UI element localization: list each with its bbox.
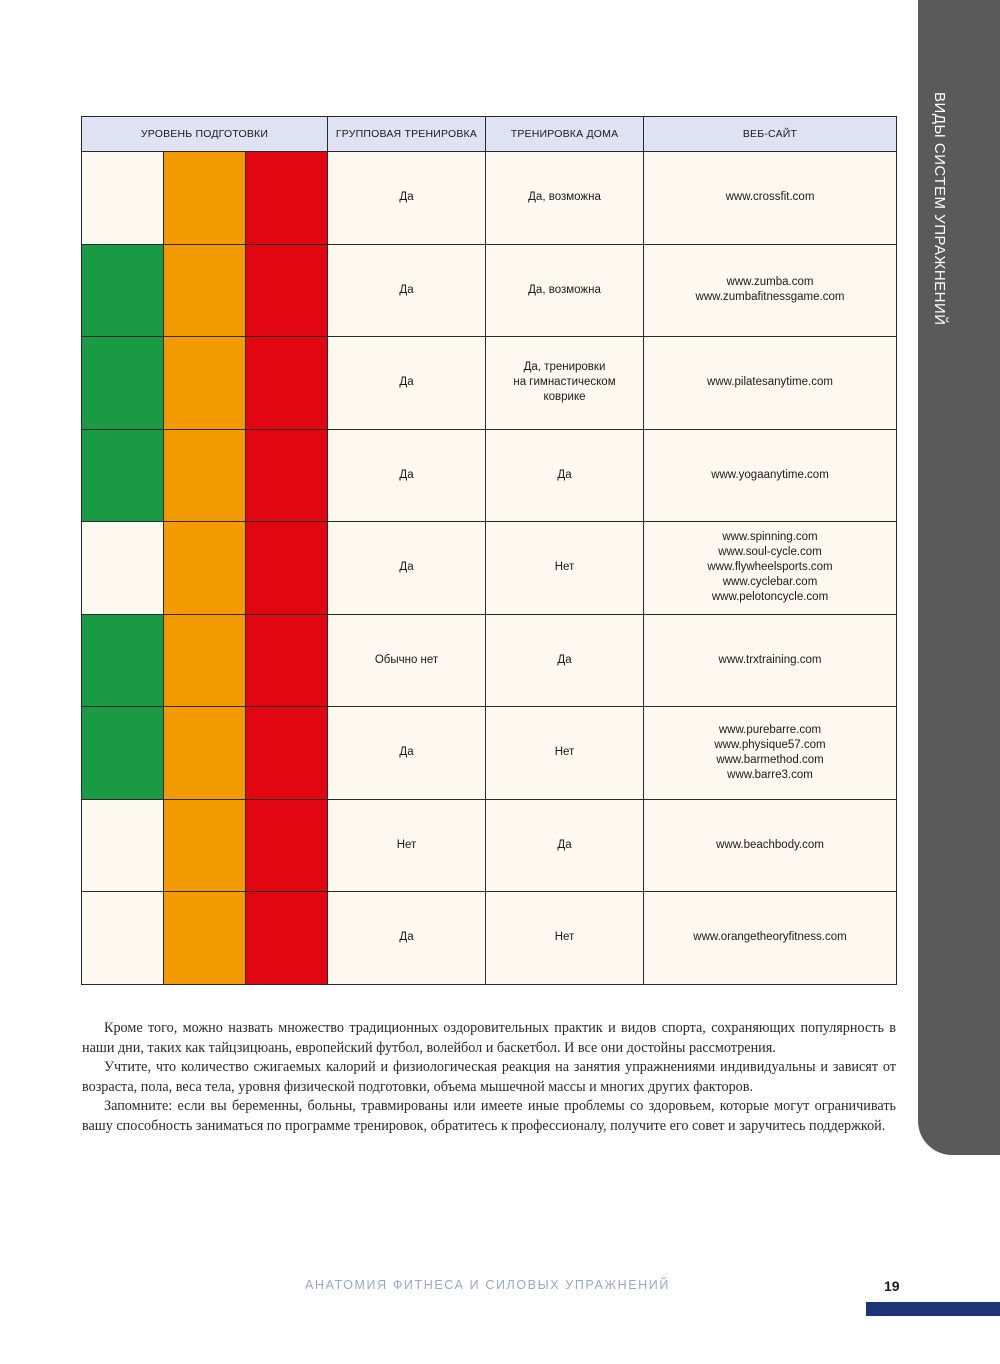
home-cell <box>486 152 644 245</box>
table-row <box>82 522 897 615</box>
level-indicator-advanced <box>246 152 328 245</box>
level-indicator-advanced <box>246 337 328 430</box>
website-cell <box>644 152 897 245</box>
footer-accent-bar <box>866 1302 1000 1316</box>
website-link[interactable]: www.cyclebar.com <box>722 576 818 589</box>
home-text-line: Да <box>557 653 572 666</box>
home-text-line: Да <box>557 838 572 851</box>
group-cell: Да <box>328 429 486 522</box>
header-level: УРОВЕНЬ ПОДГОТОВКИ <box>82 117 328 152</box>
home-cell <box>486 707 644 800</box>
home-text-line: Нет <box>554 746 575 759</box>
group-cell: Да <box>328 892 486 985</box>
level-indicator-intermediate <box>164 614 246 707</box>
table-row <box>82 707 897 800</box>
table-header-row <box>82 117 897 152</box>
group-cell: Да <box>328 337 486 430</box>
header-website: ВЕБ-САЙТ <box>644 117 897 152</box>
level-indicator-intermediate <box>164 707 246 800</box>
group-cell: Да <box>328 707 486 800</box>
level-indicator-intermediate <box>164 429 246 522</box>
level-indicator-beginner <box>82 244 164 337</box>
level-indicator-beginner <box>82 892 164 985</box>
level-indicator-beginner <box>82 614 164 707</box>
group-cell: Да <box>328 522 486 615</box>
website-cell <box>644 429 897 522</box>
fitness-systems-table <box>81 116 897 985</box>
home-text-line: Да, возможна <box>528 283 601 296</box>
header-home: ТРЕНИРОВКА ДОМА <box>486 117 644 152</box>
paragraph: Запомните: если вы беременны, больны, травмированы или имеете иные проблемы со здоровьем, которые могут ограничивать вашу способность заниматься по программе тренировок, обратитесь к профессионалу, получите его совет и заручитесь поддержкой. <box>82 1098 896 1134</box>
level-indicator-advanced <box>246 614 328 707</box>
website-cell <box>644 337 897 430</box>
website-link[interactable]: www.pilatesanytime.com <box>707 376 833 389</box>
level-indicator-advanced <box>246 429 328 522</box>
website-cell <box>644 892 897 985</box>
level-indicator-intermediate <box>164 244 246 337</box>
website-link[interactable]: www.purebarre.com <box>718 723 822 736</box>
level-indicator-beginner <box>82 337 164 430</box>
website-link[interactable]: www.zumba.com <box>726 276 814 289</box>
website-link[interactable]: www.flywheelsports.com <box>707 561 833 574</box>
website-cell <box>644 522 897 615</box>
paragraph: Кроме того, можно назвать множество традиционных оздоровительных практик и видов спорта, сохраняющих популярность в наши дни, таких как тайцзицюань, европейский футбол, волейбол и баскетбол. И все они достойны рассмотрения. <box>82 1020 896 1056</box>
level-indicator-intermediate <box>164 892 246 985</box>
website-link[interactable]: www.barmethod.com <box>716 753 824 766</box>
level-indicator-advanced <box>246 522 328 615</box>
level-indicator-beginner <box>82 522 164 615</box>
level-indicator-advanced <box>246 799 328 892</box>
home-cell <box>486 244 644 337</box>
website-link[interactable]: www.beachbody.com <box>716 838 824 851</box>
website-link[interactable]: www.yogaanytime.com <box>711 468 829 481</box>
home-text-line: Да <box>557 468 572 481</box>
home-cell <box>486 892 644 985</box>
group-cell: Да <box>328 152 486 245</box>
website-link[interactable]: www.crossfit.com <box>725 191 815 204</box>
website-cell <box>644 244 897 337</box>
table-row <box>82 892 897 985</box>
website-cell <box>644 799 897 892</box>
body-text <box>82 1019 896 1136</box>
website-cell <box>644 614 897 707</box>
home-text-line: Да, возможна <box>528 191 601 204</box>
header-group: ГРУППОВАЯ ТРЕНИРОВКА <box>328 117 486 152</box>
table-row <box>82 244 897 337</box>
level-indicator-intermediate <box>164 337 246 430</box>
home-cell <box>486 614 644 707</box>
home-text-line: Нет <box>554 561 575 574</box>
website-link[interactable]: www.trxtraining.com <box>718 653 822 666</box>
level-indicator-advanced <box>246 892 328 985</box>
website-cell <box>644 707 897 800</box>
website-link[interactable]: www.spinning.com <box>722 531 818 544</box>
group-cell: Обычно нет <box>328 614 486 707</box>
website-link[interactable]: www.physique57.com <box>714 738 826 751</box>
home-cell <box>486 337 644 430</box>
website-link[interactable]: www.zumbafitnessgame.com <box>695 291 845 304</box>
table-row <box>82 337 897 430</box>
home-cell <box>486 522 644 615</box>
table-row <box>82 614 897 707</box>
paragraph: Учтите, что количество сжигаемых калорий и физиологическая реакция на занятия упражнениями индивидуальны и зависят от возраста, пола, веса тела, уровня физической подготовки, объема мышечной массы и многих других факторов. <box>82 1059 896 1095</box>
website-link[interactable]: www.barre3.com <box>727 768 813 781</box>
home-cell <box>486 429 644 522</box>
home-text-line: Нет <box>554 931 575 944</box>
level-indicator-intermediate <box>164 799 246 892</box>
website-link[interactable]: www.pelotoncycle.com <box>711 591 829 604</box>
group-cell: Да <box>328 244 486 337</box>
footer-book-title: АНАТОМИЯ ФИТНЕСА И СИЛОВЫХ УПРАЖНЕНИЙ <box>305 1278 670 1292</box>
home-text-line: на гимнастическом <box>513 376 616 389</box>
level-indicator-intermediate <box>164 152 246 245</box>
level-indicator-intermediate <box>164 522 246 615</box>
level-indicator-beginner <box>82 152 164 245</box>
home-cell <box>486 799 644 892</box>
website-link[interactable]: www.orangetheoryfitness.com <box>693 931 847 944</box>
table-body <box>82 152 897 985</box>
group-cell: Нет <box>328 799 486 892</box>
level-indicator-beginner <box>82 707 164 800</box>
table-row <box>82 799 897 892</box>
level-indicator-advanced <box>246 244 328 337</box>
table-row <box>82 152 897 245</box>
home-text-line: коврике <box>543 391 586 404</box>
level-indicator-advanced <box>246 707 328 800</box>
level-indicator-beginner <box>82 429 164 522</box>
page-number: 19 <box>884 1278 900 1294</box>
table-row <box>82 429 897 522</box>
section-title: ВИДЫ СИСТЕМ УПРАЖНЕНИЙ <box>931 92 948 326</box>
website-link[interactable]: www.soul-cycle.com <box>718 546 822 559</box>
level-indicator-beginner <box>82 799 164 892</box>
home-text-line: Да, тренировки <box>523 361 606 374</box>
